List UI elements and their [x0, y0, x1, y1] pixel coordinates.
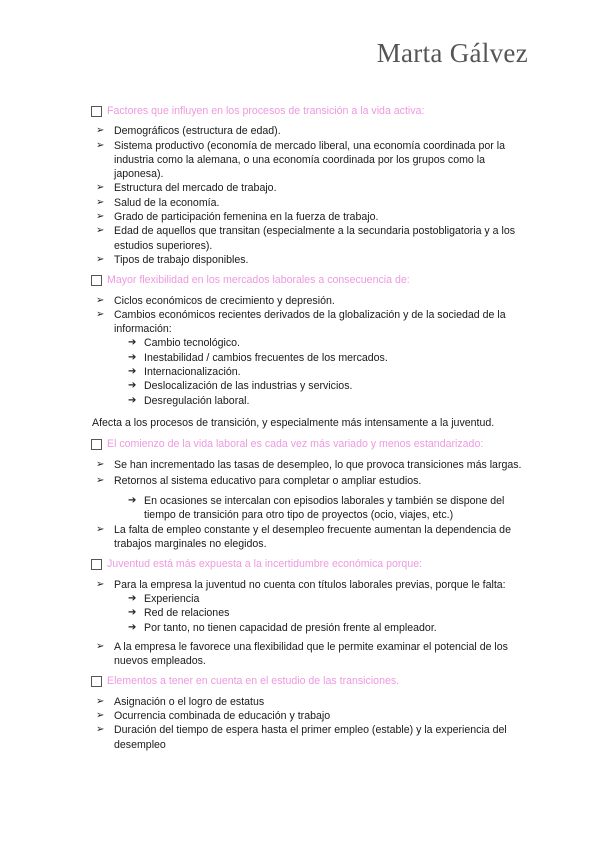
list-item: ➢ Estructura del mercado de trabajo.	[96, 182, 277, 195]
arrow-right-icon: ➔	[128, 621, 137, 633]
section-note: Afecta a los procesos de transición, y especialmente más intensamente a la juventud.	[92, 416, 495, 429]
checkbox-icon	[91, 106, 102, 117]
arrow-right-icon: ➔	[128, 394, 137, 406]
list-item: ➢ Ciclos económicos de crecimiento y depresión.	[96, 294, 335, 307]
section-flexibilidad	[92, 273, 532, 430]
list-item: ➢ Asignación o el logro de estatus	[96, 695, 265, 708]
arrow-bullet-icon: ➢	[96, 724, 105, 736]
arrow-right-icon: ➔	[128, 366, 137, 378]
section-factores	[92, 104, 532, 267]
sub-list-item: ➔ Desregulación laboral.	[128, 394, 250, 407]
arrow-bullet-icon: ➢	[96, 695, 105, 707]
arrow-bullet-icon: ➢	[96, 211, 105, 223]
sub-list-item: ➔ Experiencia	[128, 592, 200, 605]
arrow-right-icon: ➔	[128, 380, 137, 392]
arrow-bullet-icon: ➢	[96, 308, 105, 320]
section-juventud	[92, 557, 532, 668]
author-name: Marta Gálvez	[376, 38, 528, 68]
arrow-bullet-icon: ➢	[96, 139, 105, 151]
sub-list-item: ➔ Inestabilidad / cambios frecuentes de los mercados.	[128, 351, 388, 364]
arrow-bullet-icon: ➢	[96, 225, 105, 237]
arrow-bullet-icon: ➢	[96, 196, 105, 208]
list-item: ➢ Duración del tiempo de espera hasta el primer empleo (estable) y la experiencia del desempleo	[96, 724, 507, 751]
arrow-right-icon: ➔	[128, 337, 137, 349]
arrow-bullet-icon: ➢	[96, 474, 105, 486]
list-item: ➢ Sistema productivo (economía de mercado liberal, una economía coordinada por la industria como la alemana, o una economía coordinada por los grupos como la japonesa).	[96, 139, 506, 181]
arrow-bullet-icon: ➢	[96, 253, 105, 265]
list-item: ➢ Edad de aquellos que transitan (especialmente a la secundaria postobligatoria y a los estudios superiores).	[96, 225, 516, 252]
checkbox-icon	[91, 559, 102, 570]
list-item: ➢ Para la empresa la juventud no cuenta con títulos laborales previas, porque le falta:	[96, 578, 506, 591]
sub-list-item: ➔ Internacionalización.	[128, 366, 241, 379]
checkbox-icon	[91, 439, 102, 450]
list-item: ➢ Ocurrencia combinada de educación y trabajo	[96, 709, 331, 722]
arrow-bullet-icon: ➢	[96, 709, 105, 721]
list-item: ➢ Demográficos (estructura de edad).	[96, 125, 281, 138]
section-comienzo	[92, 437, 532, 551]
arrow-right-icon: ➔	[128, 495, 137, 507]
sub-list-item: ➔ Deslocalización de las industrias y servicios.	[128, 380, 353, 393]
sub-list-item: ➔ Cambio tecnológico.	[128, 337, 240, 350]
list-item: ➢ Tipos de trabajo disponibles.	[96, 253, 249, 266]
section-elementos	[92, 674, 532, 751]
section-heading: Elementos a tener en cuenta en el estudio de las transiciones.	[91, 674, 532, 688]
arrow-bullet-icon: ➢	[96, 182, 105, 194]
list-item: ➢ Retornos al sistema educativo para completar o ampliar estudios.	[96, 474, 422, 487]
arrow-right-icon: ➔	[128, 592, 137, 604]
arrow-bullet-icon: ➢	[96, 578, 105, 590]
section-heading: Factores que influyen en los procesos de transición a la vida activa:	[91, 104, 532, 118]
arrow-bullet-icon: ➢	[96, 640, 105, 652]
arrow-bullet-icon: ➢	[96, 458, 105, 470]
arrow-right-icon: ➔	[128, 607, 137, 619]
arrow-right-icon: ➔	[128, 351, 137, 363]
arrow-bullet-icon: ➢	[96, 294, 105, 306]
list-item: ➢ A la empresa le favorece una flexibilidad que le permite examinar el potencial de los nuevos empleados.	[96, 640, 508, 668]
section-heading: El comienzo de la vida laboral es cada vez más variado y menos estandarizado:	[91, 437, 532, 451]
list-item: ➢ Cambios económicos recientes derivados de la globalización y de la sociedad de la información:	[96, 308, 506, 336]
sub-list-item: ➔ Red de relaciones	[128, 607, 230, 620]
list-item: ➢ Grado de participación femenina en la fuerza de trabajo.	[96, 211, 379, 224]
list-item: ➢ La falta de empleo constante y el desempleo frecuente aumentan la dependencia de trabajos marginales no elegidos.	[96, 523, 511, 551]
section-heading: Mayor flexibilidad en los mercados laborales a consecuencia de:	[91, 273, 532, 287]
sub-list-item: ➔ En ocasiones se intercalan con episodios laborales y también se dispone del tiempo de transición para otro tipo de proyectos (ocio, viajes, etc.)	[128, 495, 505, 522]
arrow-bullet-icon: ➢	[96, 523, 105, 535]
list-item: ➢ Salud de la economía.	[96, 196, 220, 209]
document-body	[92, 104, 532, 756]
checkbox-icon	[91, 275, 102, 286]
sub-list-item: ➔ Por tanto, no tienen capacidad de presión frente al empleador.	[128, 621, 437, 634]
checkbox-icon	[91, 676, 102, 687]
section-heading: Juventud está más expuesta a la incertidumbre económica porque:	[91, 557, 532, 571]
arrow-bullet-icon: ➢	[96, 125, 105, 137]
list-item: ➢ Se han incrementado las tasas de desempleo, lo que provoca transiciones más largas.	[96, 458, 522, 471]
